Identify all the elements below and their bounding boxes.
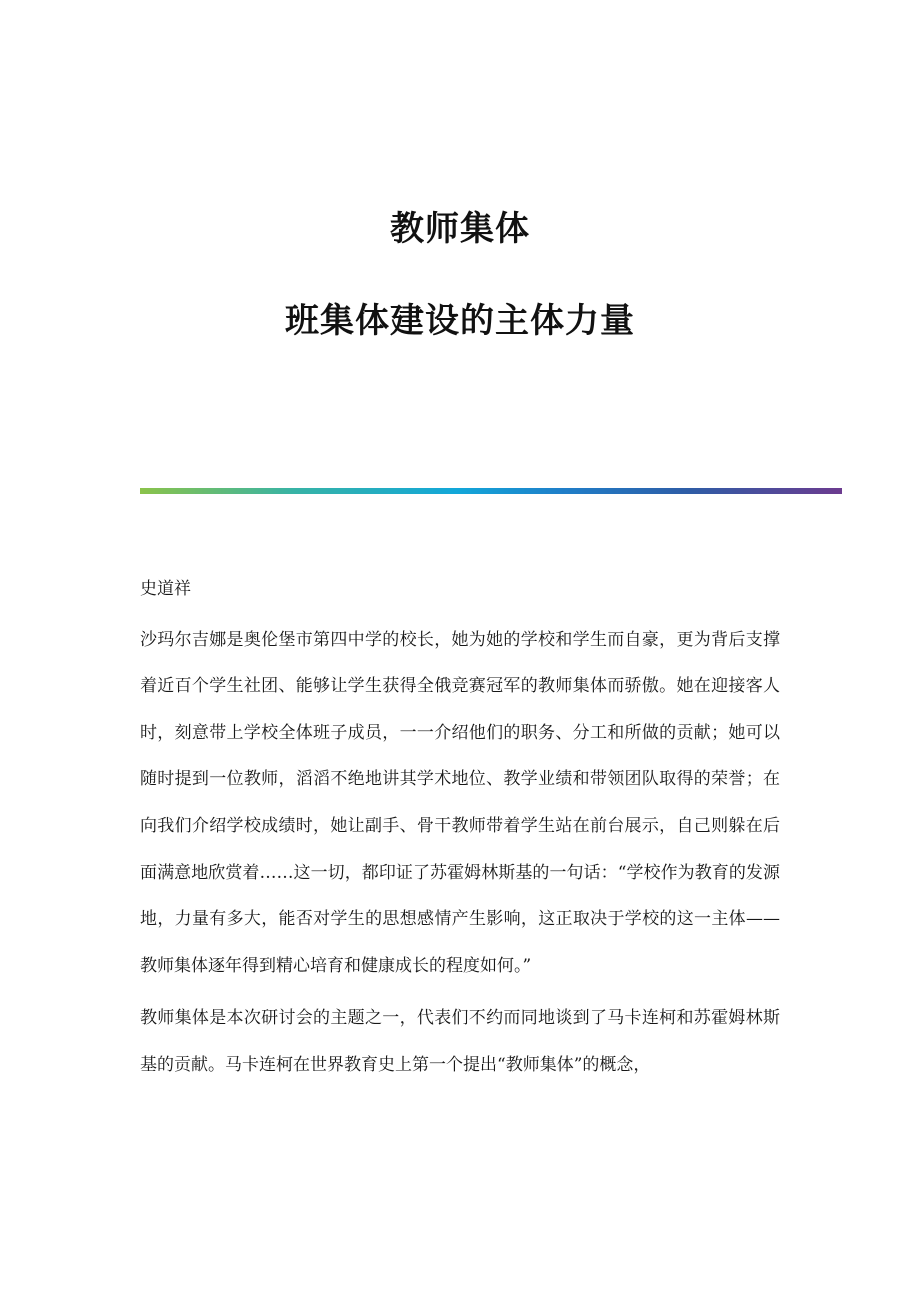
subtitle: 班集体建设的主体力量 (285, 301, 635, 341)
paragraph-1: 沙玛尔吉娜是奥伦堡市第四中学的校长，她为她的学校和学生而自豪，更为背后支撑着近百个学生社团、能够让学生获得全俄竞赛冠军的教师集体而骄傲。她在迎接客人时，刻意带上学校全体班子成员，一一介绍他们的职务、分工和所做的贡献；她可以随时提到一位教师，滔滔不绝地讲其学术地位、教学业绩和带领团队取得的荣誉；在向我们介绍学校成绩时，她让副手、骨干教师带着学生站在前台展示，自己则躲在后面满意地欣赏着……这一切，都印证了苏霍姆林斯基的一句话：“学校作为教育的发源地，力量有多大，能否对学生的思想感情产生影响，这正取决于学校的这一主体——教师集体逐年得到精心培育和健康成长的程度如何。” (140, 629, 780, 976)
article-body (140, 566, 780, 1095)
gradient-divider (140, 488, 842, 494)
paragraph-2: 教师集体是本次研讨会的主题之一，代表们不约而同地谈到了马卡连柯和苏霍姆林斯基的贡献。马卡连柯在世界教育史上第一个提出“教师集体”的概念， (140, 1008, 780, 1075)
author-name: 史道祥 (140, 579, 191, 599)
title-block (0, 209, 920, 341)
main-title: 教师集体 (390, 209, 530, 249)
